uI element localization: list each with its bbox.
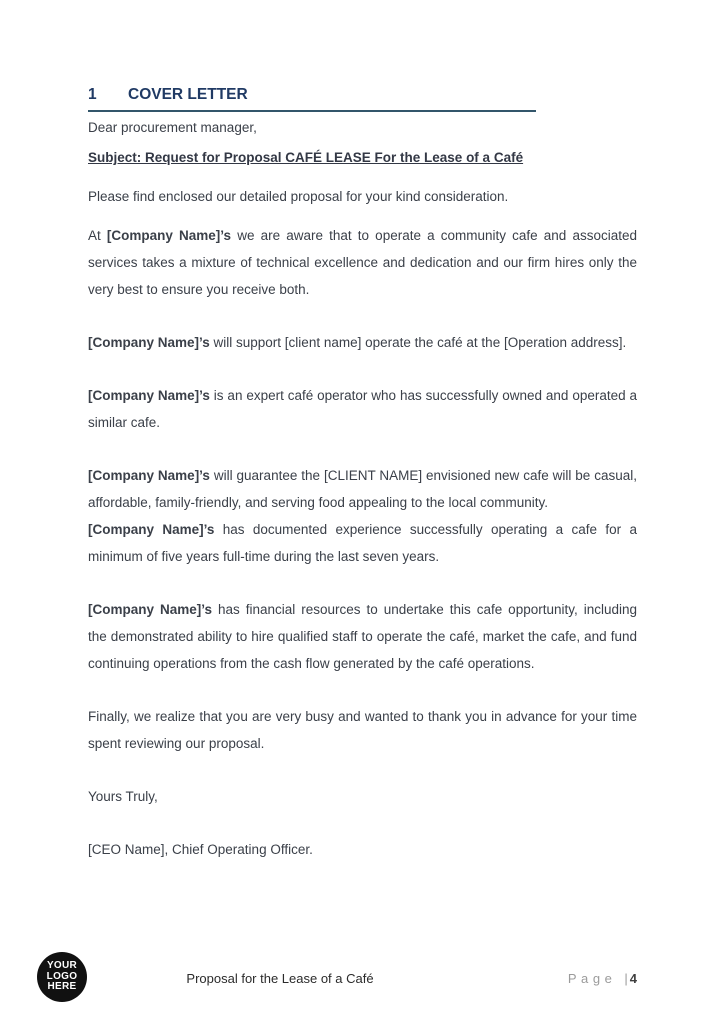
footer-page-label: Page	[567, 971, 617, 986]
footer-page-separator: |	[624, 971, 628, 986]
text-run: will guarantee the [CLIENT NAME] envisioned new cafe will be casual, affordable, family-friendly, and serving food appealing to the local community.	[88, 468, 637, 510]
logo-line: LOGO	[46, 970, 78, 982]
company-name-placeholder: [Company Name]’s	[88, 468, 210, 483]
text-run: is an expert café operator who has successfully owned and operated a similar cafe.	[88, 388, 638, 430]
text-run: has documented experience successfully operating a cafe for a minimum of five years full-time during the last seven years.	[88, 522, 637, 564]
company-name-placeholder: [Company Name]’s	[88, 522, 215, 537]
text-run: [CEO Name], Chief Operating Officer.	[88, 842, 313, 857]
company-name-placeholder: [Company Name]’s	[106, 228, 232, 243]
section-heading	[88, 85, 536, 112]
section-title: COVER LETTER	[128, 86, 248, 103]
paragraph	[88, 516, 637, 570]
text-run: Finally, we realize that you are very busy and wanted to thank you in advance for your time spent reviewing our proposal.	[88, 709, 637, 751]
section-number: 1	[88, 86, 97, 103]
subject-line: Subject: Request for Proposal CAFÉ LEASE For the Lease of a Café	[88, 150, 524, 165]
footer-page-number: 4	[629, 971, 637, 986]
paragraph	[88, 462, 637, 516]
paragraph	[88, 703, 637, 757]
logo-placeholder	[37, 952, 87, 1002]
logo-line: HERE	[47, 981, 77, 993]
paragraph	[88, 382, 637, 436]
footer-doc-title: Proposal for the Lease of a Café	[186, 971, 374, 986]
paragraph	[88, 222, 637, 303]
letter-body	[88, 222, 637, 863]
intro-line: Please find enclosed our detailed proposal for your kind consideration.	[88, 189, 509, 204]
text-run: has financial resources to undertake this cafe opportunity, including the demonstrated ability to hire qualified staff to operate the café, market the cafe, and fund continuing operations from the cash flow generated by the café operations.	[88, 602, 637, 671]
letter-content	[88, 85, 637, 863]
logo-line: YOUR	[46, 960, 78, 972]
paragraph	[88, 596, 637, 677]
footer-page-indicator	[568, 971, 637, 987]
text-run: Yours Truly,	[88, 789, 158, 804]
company-name-placeholder: [Company Name]’s	[88, 388, 210, 403]
paragraph	[88, 783, 637, 810]
company-name-placeholder: [Company Name]’s	[88, 602, 212, 617]
salutation: Dear procurement manager,	[88, 120, 257, 135]
text-run: we are aware that to operate a community cafe and associated services takes a mixture of technical excellence and dedication and our firm hires only the very best to ensure you receive both.	[88, 228, 637, 297]
company-name-placeholder: [Company Name]’s	[88, 335, 210, 350]
text-run: At	[88, 228, 107, 243]
paragraph	[88, 836, 637, 863]
paragraph	[88, 329, 637, 356]
text-run: will support [client name] operate the café at the [Operation address].	[209, 335, 627, 350]
